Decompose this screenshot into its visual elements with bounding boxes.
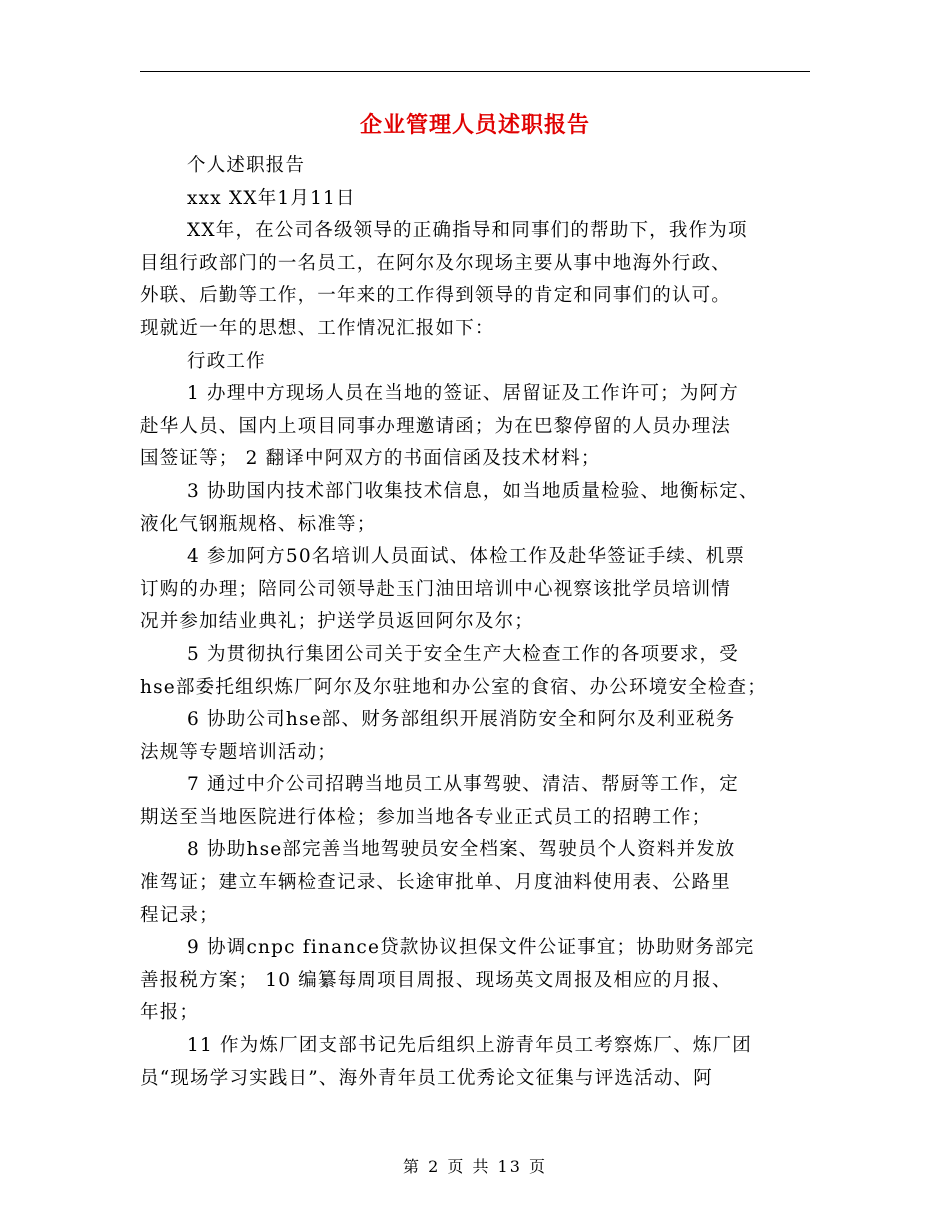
paragraph-line: 况并参加结业典礼；护送学员返回阿尔及尔；	[140, 611, 535, 633]
paragraph-line: 赴华人员、国内上项目同事办理邀请函；为在巴黎停留的人员办理法	[140, 415, 732, 437]
paragraph-line: 外联、后勤等工作，一年来的工作得到领导的肯定和同事们的认可。	[140, 285, 732, 307]
document-body	[140, 150, 820, 1095]
paragraph-line: 3 协助国内技术部门收集技术信息，如当地质量检验、地衡标定、	[187, 480, 759, 502]
paragraph-line: 11 作为炼厂团支部书记先后组织上游青年员工考察炼厂、炼厂团	[187, 1035, 752, 1057]
paragraph-line: 订购的办理；陪同公司领导赴玉门油田培训中心视察该批学员培训情	[140, 578, 732, 600]
paragraph-line: 9 协调cnpc finance贷款协议担保文件公证事宜；协助财务部完	[187, 937, 755, 959]
document-title: 企业管理人员述职报告	[359, 113, 590, 138]
paragraph-line: 8 协助hse部完善当地驾驶员安全档案、驾驶员个人资料并发放	[187, 839, 736, 861]
paragraph-line: 5 为贯彻执行集团公司关于安全生产大检查工作的各项要求，受	[187, 643, 739, 665]
paragraph-line: 国签证等； 2 翻译中阿双方的书面信函及技术材料；	[140, 448, 601, 470]
paragraph-line: 程记录；	[140, 904, 219, 926]
paragraph-line: 1 办理中方现场人员在当地的签证、居留证及工作许可；为阿方	[187, 383, 739, 405]
paragraph-line: 个人述职报告	[187, 155, 306, 176]
paragraph-line: 目组行政部门的一名员工，在阿尔及尔现场主要从事中地海外行政、	[140, 252, 732, 274]
paragraph-line: 行政工作	[187, 350, 266, 372]
paragraph-line: 7 通过中介公司招聘当地员工从事驾驶、清洁、帮厨等工作，定	[187, 774, 739, 796]
paragraph-line: hse部委托组织炼厂阿尔及尔驻地和办公室的食宿、办公环境安全检查；	[140, 676, 767, 698]
paragraph-line: 4 参加阿方50名培训人员面试、体检工作及赴华签证手续、机票	[187, 546, 746, 568]
page-footer: 第 2 页 共 13 页	[403, 1157, 547, 1176]
paragraph-line: 善报税方案； 10 编纂每周项目周报、现场英文周报及相应的月报、	[140, 969, 732, 991]
paragraph-line: 期送至当地医院进行体检；参加当地各专业正式员工的招聘工作；	[140, 806, 712, 828]
paragraph-line: 准驾证；建立车辆检查记录、长途审批单、月度油料使用表、公路里	[140, 872, 732, 894]
paragraph-line: 6 协助公司hse部、财务部组织开展消防安全和阿尔及利亚税务	[187, 709, 736, 731]
paragraph-line: 现就近一年的思想、工作情况汇报如下：	[140, 317, 495, 339]
paragraph-line: XX年，在公司各级领导的正确指导和同事们的帮助下，我作为项	[187, 220, 748, 242]
paragraph-line: 法规等专题培训活动；	[140, 741, 338, 763]
paragraph-line: xxx XX年1月11日	[187, 187, 356, 209]
paragraph-line: 液化气钢瓶规格、标准等；	[140, 513, 377, 535]
paragraph-line: 年报；	[140, 1002, 200, 1024]
header-rule	[140, 71, 810, 72]
paragraph-line: 员“现场学习实践日”、海外青年员工优秀论文征集与评选活动、阿	[140, 1067, 713, 1089]
